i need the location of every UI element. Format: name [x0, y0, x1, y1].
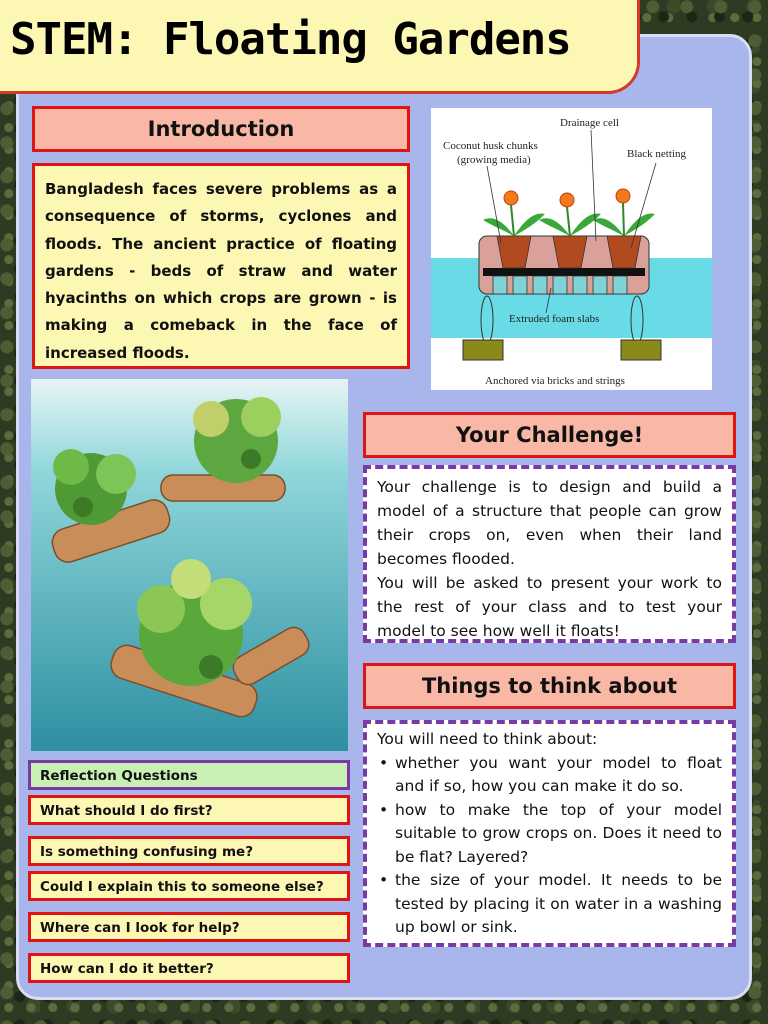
challenge-paragraph-2: You will be asked to present your work to the rest of your class and to test your model to see how well it floats! [377, 574, 722, 641]
diagram-label-growing-media: (growing media) [457, 154, 531, 166]
think-item: • the size of your model. It needs to be tested by placing it on water in a washing up bowl or sink. [377, 869, 722, 940]
reflection-heading: Reflection Questions [28, 760, 350, 790]
diagram-label-drainage: Drainage cell [560, 117, 619, 129]
challenge-heading: Your Challenge! [363, 412, 736, 458]
think-intro: You will need to think about: [377, 730, 598, 748]
diagram-label-coconut: Coconut husk chunks [443, 140, 538, 152]
intro-text: Bangladesh faces severe problems as a consequence of storms, cyclones and floods. The ancient practice of floating gardens - beds of straw and water hyacinths on which crops are grown - is making a comeback in the face of increased floods. [32, 163, 410, 369]
diagram-label-foam: Extruded foam slabs [509, 313, 600, 325]
think-text [363, 720, 736, 947]
diagram-label-netting: Black netting [627, 148, 686, 160]
think-heading: Things to think about [363, 663, 736, 709]
think-item: • how to make the top of your model suitable to grow crops on. Does it need to be flat? Layered? [377, 799, 722, 870]
challenge-paragraph-1: Your challenge is to design and build a model of a structure that people can grow their crops on, even when their land becomes flooded. [377, 478, 722, 569]
page-title: STEM: Floating Gardens [10, 14, 571, 65]
reflection-question: Could I explain this to someone else? [28, 871, 350, 901]
reflection-question: Is something confusing me? [28, 836, 350, 866]
challenge-text [363, 465, 736, 643]
diagram-svg [431, 108, 712, 390]
reflection-question: What should I do first? [28, 795, 350, 825]
floating-garden-photo [31, 379, 348, 751]
diagram-label-anchor: Anchored via bricks and strings [485, 375, 625, 387]
floating-garden-diagram [431, 108, 712, 390]
intro-heading: Introduction [32, 106, 410, 152]
think-item: • whether you want your model to float and if so, how you can make it do so. [377, 752, 722, 799]
photo-svg [31, 379, 348, 751]
reflection-question: How can I do it better? [28, 953, 350, 983]
reflection-question: Where can I look for help? [28, 912, 350, 942]
think-list [377, 752, 722, 940]
title-banner [0, 0, 640, 94]
